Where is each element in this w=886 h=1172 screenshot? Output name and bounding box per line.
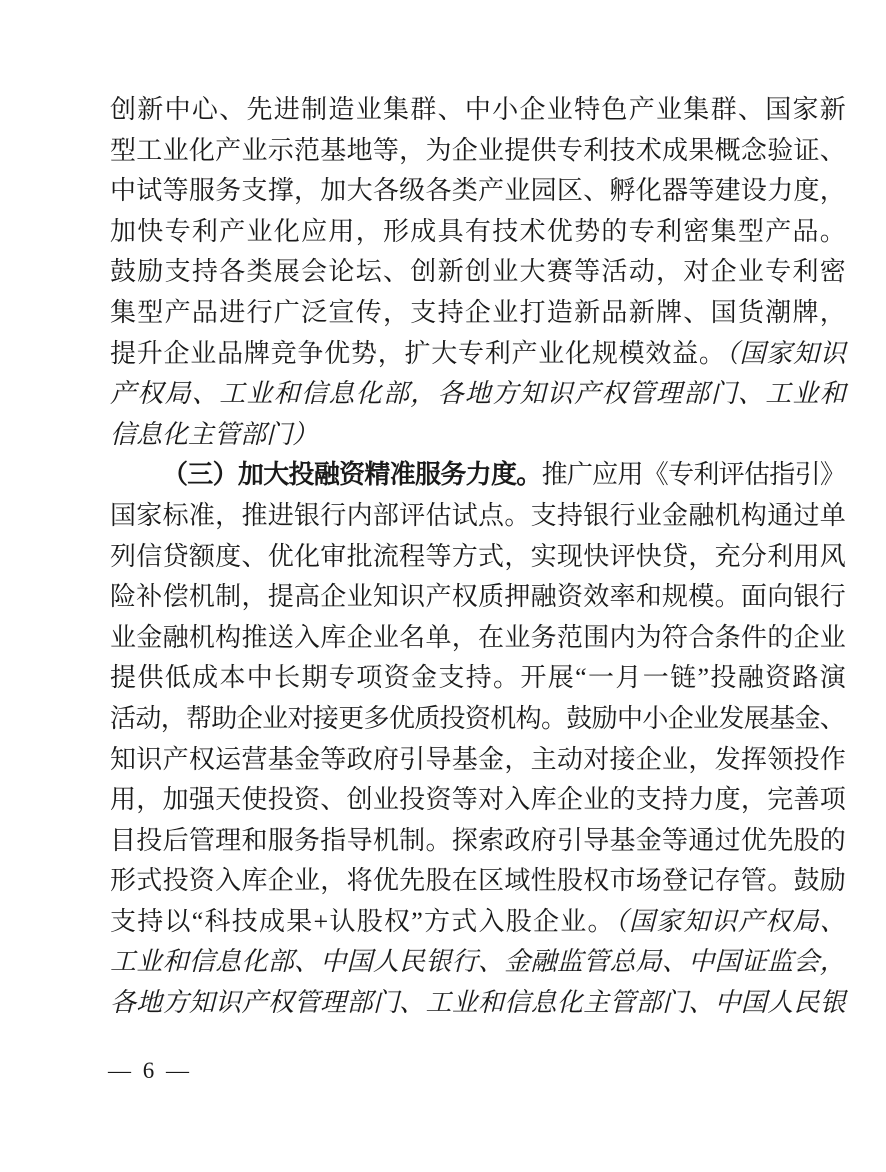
text-line [110,171,845,212]
body-text-segment: 型工业化产业示范基地等，为企业提供专利技术成果概念验证、 [110,135,845,165]
text-line [110,293,845,334]
body-text-segment: 集型产品进行广泛宣传，支持企业打造新品新牌、国货潮牌， [110,297,845,327]
text-line [110,334,845,375]
text-line [110,577,845,618]
body-text-segment: 中试等服务支撑，加大各级各类产业园区、孵化器等建设力度， [110,176,845,206]
body-text-segment: 列信贷额度、优化审批流程等方式，实现快评快贷，充分利用风 [110,541,845,571]
body-text-segment: 用，加强天使投资、创业投资等对入库企业的支持力度，完善项 [110,785,845,815]
body-text-segment: 提供低成本中长期专项资金支持。开展“一月一链”投融资路演 [110,663,845,693]
body-text-segment: 推广应用《专利评估指引》 [541,460,845,490]
body-text-segment: 提升企业品牌竞争优势，扩大专利产业化规模效益。 [110,338,726,368]
body-text-segment: 活动，帮助企业对接更多优质投资机构。鼓励中小企业发展基金、 [110,703,845,733]
text-line [110,699,845,740]
body-text-segment: 目投后管理和服务指导机制。探索政府引导基金等通过优先股的 [110,825,845,855]
text-line [110,131,845,172]
attribution-text-segment: 信息化主管部门） [110,419,319,449]
body-text-segment: 加快专利产业化应用，形成具有技术优势的专利密集型产品。 [110,216,845,246]
text-line [110,90,845,131]
text-line [110,374,845,415]
attribution-text-segment: 产权局、工业和信息化部，各地方知识产权管理部门、工业和 [110,379,845,409]
attribution-text-segment: （国家知识 [725,338,845,368]
text-line [110,415,845,456]
text-line [110,252,845,293]
attribution-text-segment: 各地方知识产权管理部门、工业和信息化主管部门、中国人民银 [110,988,845,1018]
text-line [110,212,845,253]
body-text-segment: 鼓励支持各类展会论坛、创新创业大赛等活动，对企业专利密 [110,257,845,287]
attribution-text-segment: （国家知识产权局、 [614,906,845,936]
text-line [110,780,845,821]
text-line [110,942,845,983]
text-line [110,537,845,578]
body-text-segment: 业金融机构推送入库企业名单，在业务范围内为符合条件的企业 [110,622,845,652]
body-text-segment: 支持以“科技成果+认股权”方式入股企业。 [110,906,615,936]
body-text-segment: 国家标准，推进银行内部评估试点。支持银行业金融机构通过单 [110,500,845,530]
text-line [110,658,845,699]
attribution-text-segment: 工业和信息化部、中国人民银行、金融监管总局、中国证监会， [110,947,845,977]
body-text-segment: 形式投资入库企业，将优先股在区域性股权市场登记存管。鼓励 [110,866,845,896]
body-text-segment: 知识产权运营基金等政府引导基金，主动对接企业，发挥领投作 [110,744,845,774]
page-number: — 6 — [108,1058,192,1083]
text-line [110,740,845,781]
section-heading: （三）加大投融资精准服务力度。 [162,460,542,490]
body-text-segment: 创新中心、先进制造业集群、中小企业特色产业集群、国家新 [110,95,845,124]
text-line [110,496,845,537]
text-line [110,821,845,862]
document-text-block [110,90,845,1024]
text-line [110,983,845,1024]
text-line [110,902,845,943]
body-text-segment: 险补偿机制，提高企业知识产权质押融资效率和规模。面向银行 [110,582,845,612]
text-line [110,455,845,496]
text-line [110,861,845,902]
text-line [110,618,845,659]
